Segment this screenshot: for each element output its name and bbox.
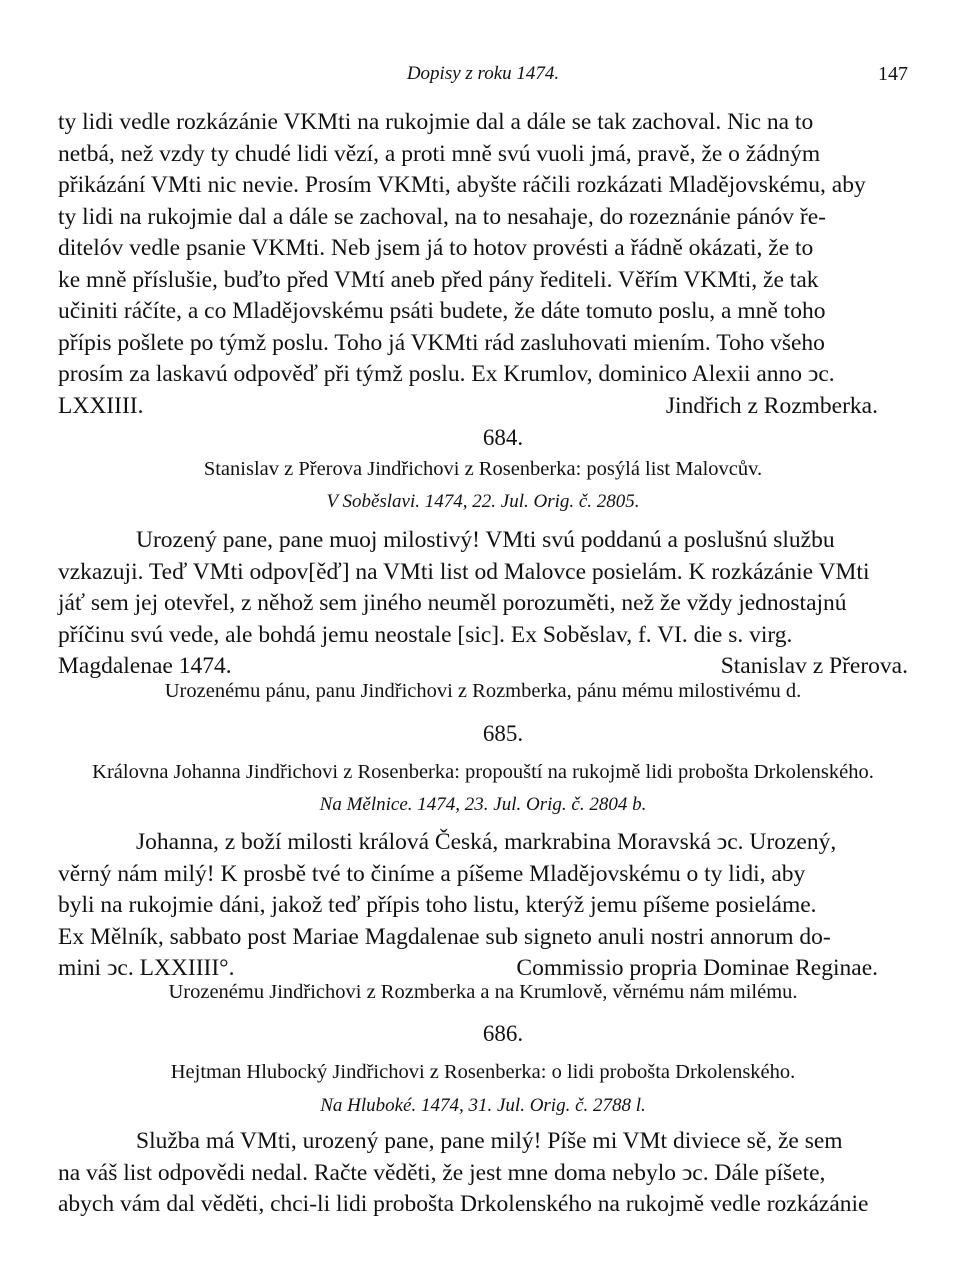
opening-paragraph [58, 107, 908, 422]
signature: Commissio propria Dominae Reginae. [516, 955, 878, 981]
text-line: na váš list odpovědi nedal. Račte věděti, že jest mne doma nebylo ↄc. Dále píšete, [58, 1159, 826, 1186]
letter-address: Urozenému Jindřichovi z Rozmberka a na Krumlově, věrnému nám milému. [168, 981, 798, 1003]
letter-number: 686. [482, 1021, 524, 1046]
letter-number: 684. [482, 425, 524, 450]
text-line: učiniti ráčíte, a co Mladějovskému psáti budete, že dáte tomuto poslu, a mně toho [58, 298, 826, 324]
letter-heading: Stanislav z Přerova Jindřichovi z Rosenberka: posýlá list Malovcův. [203, 458, 763, 480]
text-line: přípis pošlete po týmž poslu. Toho já VKMti rád zasluhovati miením. Toho všeho [58, 329, 825, 356]
letter-source: Na Mělnice. 1474, 23. Jul. Orig. č. 2804 b. [319, 794, 647, 815]
text-line: netbá, než vzdy ty chudé lidi vězí, a proti mně svú vuoli jmá, pravě, že o žádným [58, 140, 821, 167]
document-page [58, 0, 908, 1285]
text-line: abych vám dal věděti, chci-li lidi probošta Drkolenského na rukojmě vedle rozkázánie [58, 1191, 869, 1217]
text-line: ke mně příslušie, buďto před VMtí aneb před pány řediteli. Věřím VKMti, že tak [58, 266, 819, 293]
letter-address: Urozenému pánu, panu Jindřichovi z Rozmberka, pánu mému milostivému d. [164, 680, 802, 702]
letter-heading: Královna Johanna Jindřichovi z Rosenberka: propouští na rukojmě lidi probošta Drkolenského. [92, 761, 874, 783]
closing-line [58, 391, 908, 423]
text-line: ty lidi na rukojmie dal a dále se zachoval, na to nesahaje, do rozeznánie pánóv ře- [58, 203, 826, 230]
text-line: prosím za laskavú odpověď při týmž poslu. Ex Krumlov, dominico Alexii anno ↄc. [58, 361, 835, 387]
text-line: přikázání VMti nic nevie. Prosím VKMti, abyšte ráčili rozkázati Mladějovskému, aby [58, 172, 866, 198]
text-line: příčinu svú vede, ale bohdá jemu neostale [sic]. Ex Soběslav, f. VI. die s. virg. [58, 621, 793, 648]
letter-source: V Soběslavi. 1474, 22. Jul. Orig. č. 2805. [326, 491, 640, 512]
running-head-title: Dopisy z roku 1474. [406, 63, 560, 84]
text-line: ditelóv vedle psanie VKMti. Neb jsem já to hotov provésti a řádně okázati, že to [58, 235, 814, 261]
text-line: vzkazuji. Teď VMti odpov[ěď] na VMti list od Malovce posielám. K rozkázánie VMti [58, 558, 870, 585]
text-line: jáť sem jej otevřel, z něhož sem jiného neuměl porozuměti, než že vždy jednostajnú [58, 590, 847, 616]
text-line: ty lidi vedle rozkázánie VKMti na rukojmie dal a dále se tak zachoval. Nic na to [58, 109, 814, 135]
text-line: byli na rukojmie dáni, jakož teď přípis toho listu, kterýž jemu píšeme posieláme. [58, 892, 817, 918]
letter-body [58, 1126, 908, 1221]
letter-heading: Hejtman Hlubocký Jindřichovi z Rosenberka: o lidi probošta Drkolenského. [170, 1061, 796, 1083]
signature: Jindřich z Rozmberka. [665, 392, 878, 419]
text-line: Služba má VMti, urozený pane, pane milý! Píše mi VMt diviece sě, že sem [136, 1128, 843, 1154]
page-number: 147 [878, 63, 908, 85]
letter-body [58, 827, 908, 985]
signature: Stanislav z Přerova. [720, 653, 908, 679]
letter-source: Na Hluboké. 1474, 31. Jul. Orig. č. 2788 l. [320, 1095, 646, 1116]
dateline: Magdalenae 1474. [58, 653, 232, 679]
text-line: Ex Mělník, sabbato post Mariae Magdalenae sub signeto anuli nostri annorum do- [58, 923, 831, 950]
running-head [58, 60, 908, 88]
letter-body [58, 525, 908, 683]
dateline: mini ↄc. LXXIIII°. [58, 955, 235, 981]
text-line: Johanna, z boží milosti králová Česká, markrabina Moravská ↄc. Urozený, [136, 829, 837, 855]
text-line: Urozený pane, pane muoj milostivý! VMti svú poddanú a poslušnú službu [136, 527, 835, 553]
dateline: LXXIIII. [58, 392, 144, 419]
letter-number: 685. [482, 721, 524, 746]
text-line: věrný nám milý! K prosbě tvé to činíme a píšeme Mladějovskému o ty lidi, aby [58, 860, 806, 887]
